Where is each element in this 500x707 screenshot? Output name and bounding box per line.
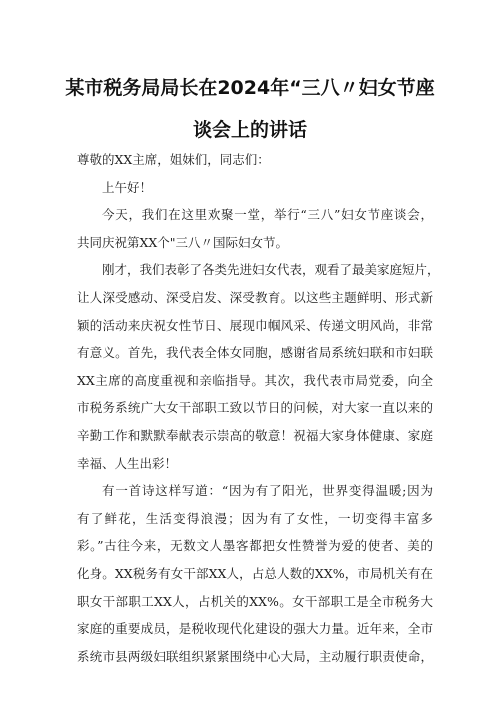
document-body (77, 146, 440, 670)
body-line: 刚才，我们表彰了各类先进妇女代表，观看了最美家庭短片， (102, 262, 440, 278)
body-line: 化身。XX税务有女干部XX人，占总人数的XX%，市局机关有在 (77, 565, 433, 581)
body-line: 有意义。首先，我代表全体女同胞，感谢省局系统妇联和市妇联 (77, 345, 433, 361)
body-line: 系统市县两级妇联组织紧紧围绕中心大局，主动履行职责使命， (77, 648, 433, 664)
body-line: 彩。”古往今来，无数文人墨客都把女性赞誉为爱的使者、美的 (77, 538, 433, 554)
body-line: 共同庆祝第XX个"三八〃国际妇女节。 (77, 234, 289, 250)
body-line: 上午好！ (102, 179, 153, 195)
body-line: 辛勤工作和默默奉献表示崇高的敬意！祝福大家身体健康、家庭 (77, 427, 433, 443)
document-title-line-1: 某市税务局局长在2024年“三八〃妇女节座 (65, 77, 435, 99)
body-line: 颖的活动来庆祝女性节日、展现巾帼风采、传递文明风尚，非常 (77, 317, 433, 333)
body-line: 家庭的重要成员，是税收现代化建设的强大力量。近年来，全市 (77, 621, 433, 637)
body-line: 今天，我们在这里欢聚一堂，举行“三八”妇女节座谈会， (102, 207, 433, 223)
document-title-line-2: 谈会上的讲话 (192, 119, 307, 141)
body-line: 幸福、人生出彩！ (77, 455, 178, 471)
body-line: 职女干部职工XX人，占机关的XX%。女干部职工是全市税务大 (77, 593, 433, 609)
body-line: 有一首诗这样写道：“因为有了阳光，世界变得温暖;因为 (102, 483, 433, 499)
body-line: 有了鲜花，生活变得浪漫；因为有了女性，一切变得丰富多 (77, 510, 433, 526)
body-line: 让人深受感动、深受启发、深受教育。以这些主题鲜明、形式新 (77, 289, 433, 305)
body-line: 市税务系统广大女干部职工致以节日的问候，对大家一直以来的 (77, 400, 433, 416)
body-line: 尊敬的XX主席，姐妹们，同志们： (77, 152, 270, 167)
body-line: XX主席的高度重视和亲临指导。其次，我代表市局党委，向全 (77, 372, 433, 388)
